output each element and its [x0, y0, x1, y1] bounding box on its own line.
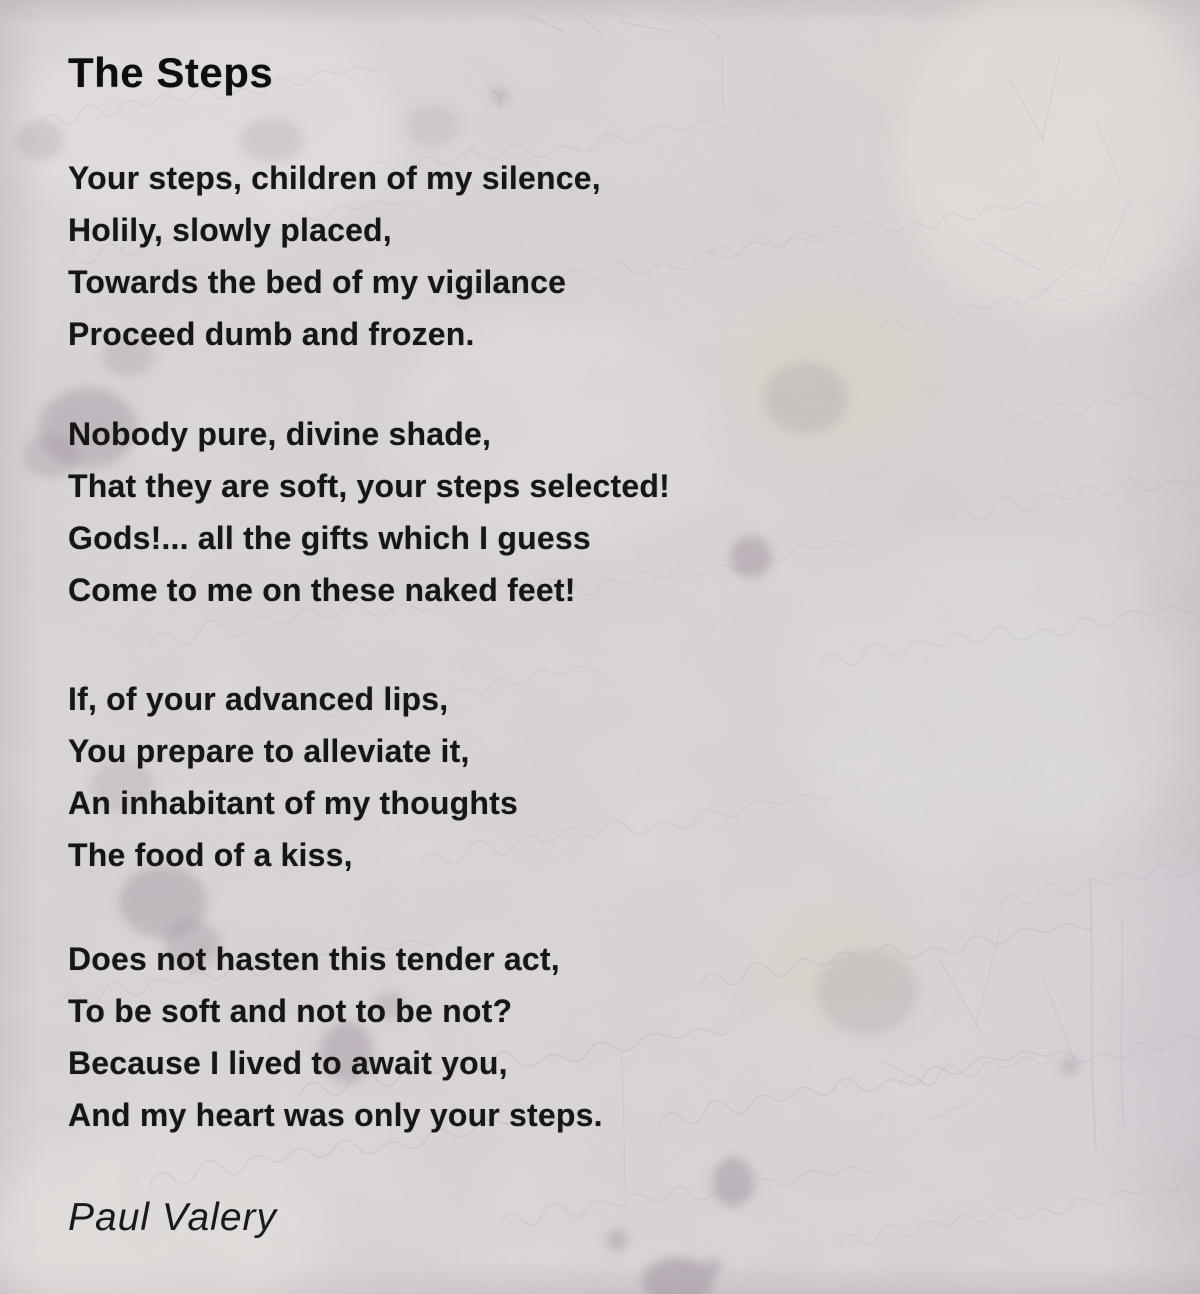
- poem-author: Paul Valery: [68, 1196, 277, 1239]
- poem-title: The Steps: [68, 49, 274, 96]
- poem-line: That they are soft, your steps selected!: [68, 468, 670, 504]
- poem-line: To be soft and not to be not?: [68, 993, 513, 1029]
- poem-line: And my heart was only your steps.: [68, 1097, 603, 1133]
- poem-line: Proceed dumb and frozen.: [68, 316, 475, 352]
- poem-line: If, of your advanced lips,: [68, 681, 449, 717]
- poem-line: Because I lived to await you,: [68, 1045, 508, 1081]
- poem-line: Towards the bed of my vigilance: [68, 264, 567, 300]
- poem-line: Nobody pure, divine shade,: [68, 416, 492, 452]
- stanza-3: [68, 673, 1160, 881]
- stanza-2: [68, 408, 1160, 616]
- stanza-1: [68, 152, 1160, 360]
- poem-line: An inhabitant of my thoughts: [68, 785, 518, 821]
- poem-line: You prepare to alleviate it,: [68, 733, 470, 769]
- poem-line: Come to me on these naked feet!: [68, 572, 576, 608]
- poem-line: Gods!... all the gifts which I guess: [68, 520, 591, 556]
- poem-line: The food of a kiss,: [68, 837, 353, 873]
- stanza-4: [68, 933, 1160, 1141]
- poem-line: Holily, slowly placed,: [68, 212, 392, 248]
- poem-line: Does not hasten this tender act,: [68, 941, 560, 977]
- poem-line: Your steps, children of my silence,: [68, 160, 601, 196]
